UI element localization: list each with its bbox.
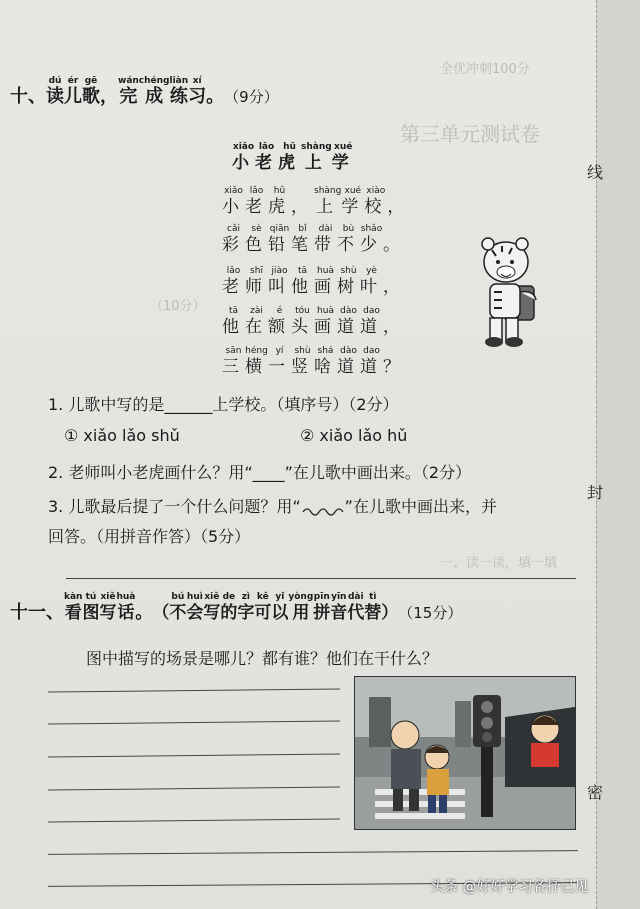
binding-char-2: 封 [587, 483, 604, 502]
poem-line-char: sān 三 [222, 346, 245, 377]
section-11-title-char: kě 可 [254, 592, 272, 623]
poem-line-char: shá 啥 [314, 346, 337, 377]
poem-line-char: tā 他 [291, 266, 314, 297]
poem-line-char: qiān 铅 [268, 224, 291, 255]
section-10-title-char: wán 完 [118, 76, 139, 107]
section-10-title-char: chéng 成 [138, 76, 170, 107]
wavy-line-icon [301, 502, 345, 516]
poem-line-char: huà 画 [314, 266, 337, 297]
poem-line-char: shàng 上 [314, 186, 342, 217]
section-11-title [10, 592, 462, 624]
binding-char-3: 密 [587, 783, 604, 802]
poem-line-char: huà 画 [314, 306, 337, 337]
section-11-title-char: huì 会 [186, 592, 204, 623]
writing-line[interactable] [48, 753, 340, 757]
section-score: （9分） [224, 88, 279, 106]
poem-line-char: lǎo 老 [245, 186, 268, 217]
section-11-title-char: de 的 [220, 592, 238, 623]
poem-line-char: dào 道 [337, 306, 360, 337]
writing-line[interactable] [48, 786, 340, 790]
crosswalk-scene-image [354, 676, 576, 830]
poem-title-char: hǔ 虎 [278, 142, 301, 173]
poem-line-char: cǎi 彩 [222, 224, 245, 255]
poem-line-char: tā 他 [222, 306, 245, 337]
section-11-title-char: （ [152, 603, 170, 623]
question-1: 1. 儿歌中写的是______上学校。（填序号）（2分） [48, 395, 399, 414]
writing-prompt: 图中描写的场景是哪儿？都有谁？他们在干什么？ [86, 649, 439, 668]
bleed-title: 一、读一读，填一填 [440, 556, 558, 571]
poem-line-char: dao 道 [360, 306, 383, 337]
poem-line-char: héng 横 [245, 346, 268, 377]
watermark: 头条 @好好学习各抒己见 [430, 879, 589, 895]
poem-line-char: bù 不 [337, 224, 360, 255]
binding-strip [587, 0, 640, 909]
section-11-title-char: pīn 拼 [313, 592, 331, 623]
section-10-title-char: 。 [206, 86, 225, 107]
poem-line-char: ， [383, 317, 406, 337]
section-11-title-char: zì 字 [237, 592, 255, 623]
poem-line-char: 。 [383, 235, 406, 255]
poem-line-char: ， [387, 197, 411, 217]
poem-line-char: shù 树 [337, 266, 360, 297]
section-10-title [10, 76, 279, 108]
writing-line[interactable] [48, 818, 340, 822]
crosswalk-scene-drawing [355, 677, 575, 829]
poem-line-char: sè 色 [245, 224, 268, 255]
q1-option-2: ② xiǎo lǎo hǔ [300, 426, 408, 445]
poem-line-char: ， [383, 277, 406, 297]
section-11-title-char: ） [381, 603, 399, 623]
section-11-title-char: xiě 写 [203, 592, 221, 623]
poem-line-char: xiào 校 [364, 186, 388, 217]
poem-line-char: dào 道 [337, 346, 360, 377]
section-11-title-char: yǐ 以 [271, 592, 289, 623]
writing-line[interactable] [48, 688, 340, 692]
section-number: 十一、 [10, 602, 64, 623]
poem-line-char: tóu 头 [291, 306, 314, 337]
writing-line[interactable] [48, 850, 578, 855]
poem-line-char: xiǎo 小 [222, 186, 245, 217]
poem-line-3 [222, 266, 406, 298]
section-10-title-char: ， [100, 86, 118, 107]
poem-title-char: xiǎo 小 [232, 142, 255, 173]
bleed-unit-title: 第三单元测试卷 [400, 122, 540, 146]
section-10-title-char: dú 读 [46, 76, 64, 107]
question-3-part-1: 3. 儿歌最后提了一个什么问题？用“ [48, 497, 301, 516]
section-11-title-char: yīn 音 [330, 592, 348, 623]
poem-line-char: bǐ 笔 [291, 224, 314, 255]
poem-title-char: lǎo 老 [255, 142, 278, 173]
poem-line-char: ？ [383, 357, 406, 377]
poem-line-char: yè 叶 [360, 266, 383, 297]
poem-line-char: ， [291, 197, 314, 217]
section-score: （15分） [398, 604, 463, 622]
section-number: 十、 [10, 86, 46, 107]
poem-line-char: hǔ 虎 [268, 186, 291, 217]
writing-line[interactable] [48, 720, 340, 724]
poem-line-char: é 额 [268, 306, 291, 337]
poem-line-char: shī 师 [245, 266, 268, 297]
question-3-part-2: ”在儿歌中画出来，并 [344, 497, 497, 516]
poem-line-2 [222, 224, 406, 256]
section-10-title-char: liàn 练 [169, 76, 189, 107]
poem-line-4 [222, 306, 406, 338]
binding-char-1: 线 [587, 163, 604, 182]
question-3-cont: 回答。（用拼音作答）（5分） [48, 527, 251, 546]
poem-title [232, 142, 355, 174]
section-11-title-char: tì 替 [364, 592, 382, 623]
section-10-title-char: xí 习 [188, 76, 207, 107]
bleed-score: （10分） [150, 299, 206, 314]
bleed-header: 全优冲刺100分 [440, 62, 530, 77]
poem-line-char: dao 道 [360, 346, 383, 377]
poem-line-char: lǎo 老 [222, 266, 245, 297]
question-2: 2. 老师叫小老虎画什么？用“____”在儿歌中画出来。（2分） [48, 463, 472, 482]
poem-line-char: yí 一 [268, 346, 291, 377]
section-11-title-char: yòng 用 [288, 592, 314, 623]
answer-line-q3[interactable] [66, 578, 576, 579]
poem-line-char: zài 在 [245, 306, 268, 337]
poem-line-char: jiào 叫 [268, 266, 291, 297]
section-11-title-char: tú 图 [82, 592, 100, 623]
section-11-title-char: 。 [135, 603, 153, 623]
poem-line-5 [222, 346, 406, 378]
tiger-illustration [468, 232, 548, 350]
poem-line-char: xué 学 [341, 186, 365, 217]
poem-line-char: shǎo 少 [360, 224, 383, 255]
section-11-title-char: dài 代 [347, 592, 365, 623]
poem-line-char: dài 带 [314, 224, 337, 255]
section-11-title-char: kàn 看 [64, 592, 83, 623]
poem-title-char: xué 学 [331, 142, 355, 173]
poem-line-1 [222, 186, 410, 218]
section-10-title-char: gē 歌 [82, 76, 100, 107]
poem-line-char: shù 竖 [291, 346, 314, 377]
section-11-title-char: xiě 写 [99, 592, 117, 623]
q1-option-1: ① xiǎo lǎo shǔ [64, 426, 180, 445]
section-11-title-char: huà 话 [116, 592, 136, 623]
poem-title-char: shàng 上 [301, 142, 332, 173]
question-3 [48, 494, 497, 517]
section-10-title-char: ér 儿 [64, 76, 82, 107]
section-11-title-char: bú 不 [169, 592, 187, 623]
